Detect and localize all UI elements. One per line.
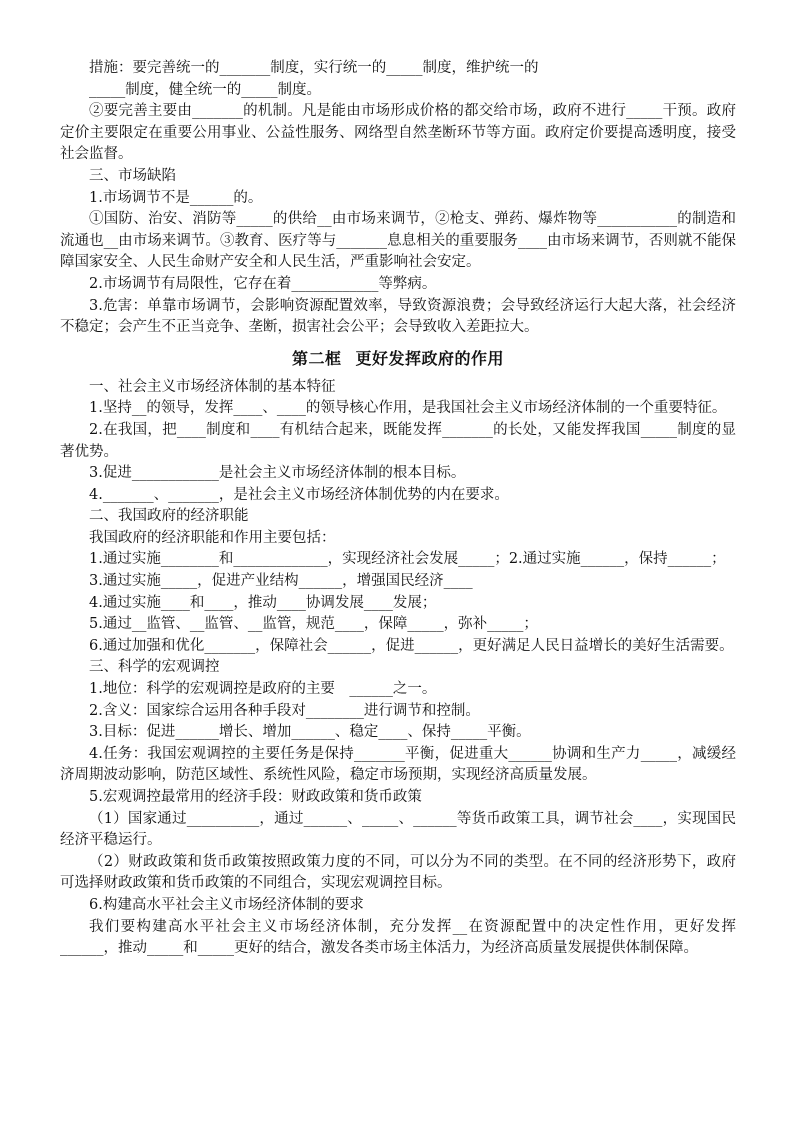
market-defects-p3: 2.市场调节有局限性，它存在着____________等弊病。 [89,275,437,292]
macro-control-p5: 5.宏观调控最常用的经济手段：财政政策和货币政策 [89,789,422,805]
price-mechanism-paragraph: ②要完善主要由_______的机制。凡是能由市场形成价格的都交给市场，政府不进行_____干预。政府定价主要限定在重要公用事业、公益性服务、网络型自然垄断环节等方面。政府定价要提高透明度，接受社会监督。 [60,103,736,163]
gov-functions-heading: 二、我国政府的经济职能 [89,508,249,525]
macro-control-p9: 我们要构建高水平社会主义市场经济体制，充分发挥__在资源配置中的决定性作用，更好发挥______，推动_____和_____更好的结合，激发各类市场主体活力，为经济高质量发展提供体制保障。 [60,918,736,957]
market-defects-p1: 1.市场调节不是______的。 [89,189,263,206]
basic-features-p4: 4._______、_______，是社会主义市场经济体制优势的内在要求。 [89,486,509,503]
gov-functions-p1: 1.通过实施________和_____________，实现经济社会发展_____；2.通过实施______，保持______； [89,551,726,568]
measures-line-2: _____制度，健全统一的_____制度。 [89,81,321,98]
macro-control-p3: 3.目标：促进______增长、增加______、稳定____、保持_____平衡。 [89,724,531,741]
macro-control-p4: 4.任务：我国宏观调控的主要任务是保持_______平衡，促进重大______协调和生产力_____，减缓经济周期波动影响，防范区域性、系统性风险，稳定市场预期，实现经济高质量发展。 [60,745,736,784]
market-defects-p4: 3.危害：单靠市场调节，会影响资源配置效率，导致资源浪费；会导致经济运行大起大落，社会经济不稳定；会产生不正当竞争、垄断，损害社会公平；会导致收入差距拉大。 [60,297,736,336]
section-title [60,347,736,371]
macro-control-p1: 1.地位：科学的宏观调控是政府的主要 ______之一。 [89,681,437,698]
macro-control-p6: （1）国家通过__________，通过______、_____、______等货币政策工具，调节社会____，实现国民经济平稳运行。 [60,810,736,849]
basic-features-p2: 2.在我国，把____制度和____有机结合起来，既能发挥_______的长处，又能发挥我国_____制度的显著优势。 [60,421,736,460]
basic-features-p3: 3.促进____________是社会主义市场经济体制的根本目标。 [89,465,466,482]
gov-functions-intro: 我国政府的经济职能和作用主要包括： [89,529,336,546]
basic-features-heading: 一、社会主义市场经济体制的基本特征 [89,378,336,395]
macro-control-p2: 2.含义：国家综合运用各种手段对________进行调节和控制。 [89,702,480,719]
section-title-part2: 更好发挥政府的作用 [355,348,505,368]
market-defects-p2: ①国防、治安、消防等_____的供给__由市场来调节，②枪支、弹药、爆炸物等___________的制造和流通也__由市场来调节。③教育、医疗等与_______息息相关的重要服务____由市场来调节，否则就不能保障国家安全、人民生命财产安全和人民生活，严重影响社会安定。 [60,211,736,271]
macro-control-heading: 三、科学的宏观调控 [89,659,220,676]
gov-functions-p2: 3.通过实施_____，促进产业结构______，增强国民经济____ [89,573,473,590]
macro-control-p7: （2）财政政策和货币政策按照政策力度的不同，可以分为不同的类型。在不同的经济形势下，政府可选择财政政策和货币政策的不同组合，实现宏观调控目标。 [60,853,736,892]
measures-line-1: 措施：要完善统一的_______制度，实行统一的_____制度，维护统一的 [89,60,539,76]
gov-functions-p3: 4.通过实施____和____，推动____协调发展____发展； [89,594,437,611]
macro-control-p8: 6.构建高水平社会主义市场经济体制的要求 [89,896,364,913]
gov-functions-p5: 6.通过加强和优化_______，保障社会______，促进______，更好满足人民日益增长的美好生活需要。 [89,637,734,654]
basic-features-p1: 1.坚持__的领导，发挥____、____的领导核心作用，是我国社会主义市场经济体制的一个重要特征。 [89,400,727,417]
market-defects-heading: 三、市场缺陷 [89,167,176,184]
document-page [60,58,736,960]
gov-functions-p4: 5.通过__监管、__监管、__监管，规范____，保障_____，弥补_____； [89,616,538,633]
section-title-part1: 第二框 [291,348,342,368]
